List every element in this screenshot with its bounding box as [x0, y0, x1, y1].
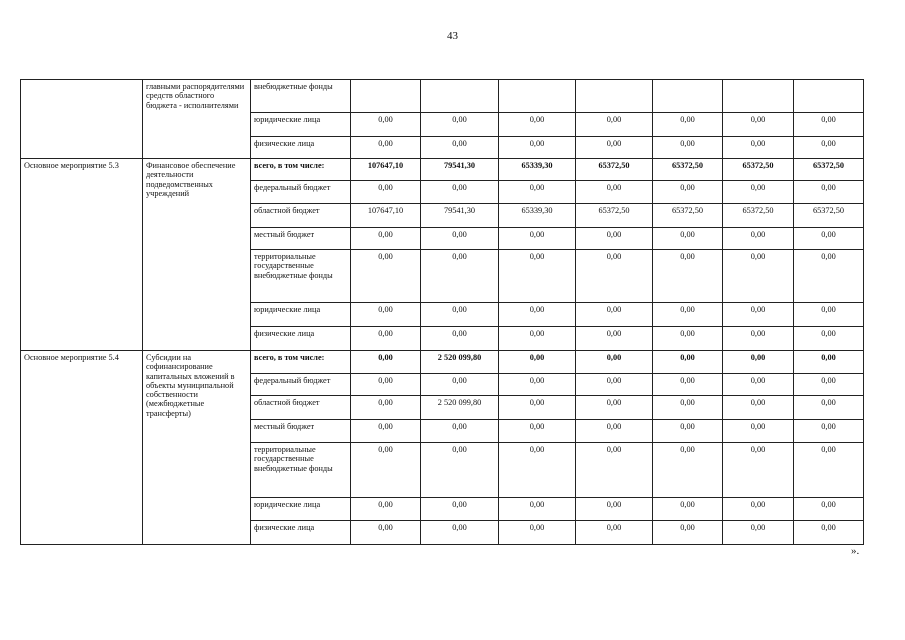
value-cell: 0,00 — [653, 521, 723, 545]
value-cell: 0,00 — [421, 303, 499, 327]
source-cell: областной бюджет — [251, 396, 351, 420]
value-cell: 0,00 — [499, 181, 576, 204]
value-cell: 0,00 — [351, 396, 421, 420]
value-cell: 65372,50 — [653, 159, 723, 181]
value-cell: 0,00 — [723, 420, 794, 443]
source-cell: местный бюджет — [251, 228, 351, 250]
measure-title-cell: Субсидии на софинансирование капитальных вложений в объекты муниципальной собственности (межбюджетные трансферты) — [143, 351, 251, 545]
value-cell: 0,00 — [576, 443, 653, 498]
value-cell: 0,00 — [794, 303, 864, 327]
value-cell: 0,00 — [421, 521, 499, 545]
table-row — [21, 80, 864, 113]
value-cell: 0,00 — [653, 351, 723, 374]
value-cell: 0,00 — [421, 374, 499, 396]
value-cell: 79541,30 — [421, 204, 499, 228]
value-cell: 0,00 — [421, 498, 499, 521]
value-cell: 0,00 — [794, 374, 864, 396]
value-cell: 107647,10 — [351, 204, 421, 228]
value-cell: 0,00 — [421, 443, 499, 498]
measure-title-cell: Финансовое обеспечение деятельности подведомственных учреждений — [143, 159, 251, 351]
value-cell: 0,00 — [576, 498, 653, 521]
value-cell: 0,00 — [794, 396, 864, 420]
value-cell: 0,00 — [499, 498, 576, 521]
source-cell: территориальные государственные внебюджетные фонды — [251, 250, 351, 303]
value-cell: 0,00 — [653, 181, 723, 204]
value-cell — [653, 80, 723, 113]
value-cell: 0,00 — [794, 181, 864, 204]
value-cell — [576, 80, 653, 113]
source-cell: юридические лица — [251, 303, 351, 327]
value-cell: 0,00 — [576, 303, 653, 327]
value-cell: 0,00 — [723, 374, 794, 396]
source-cell: местный бюджет — [251, 420, 351, 443]
value-cell: 0,00 — [351, 228, 421, 250]
table-row — [21, 159, 864, 181]
value-cell: 0,00 — [576, 113, 653, 137]
value-cell: 65372,50 — [723, 204, 794, 228]
value-cell: 0,00 — [576, 137, 653, 159]
value-cell: 0,00 — [653, 396, 723, 420]
source-cell: федеральный бюджет — [251, 181, 351, 204]
value-cell: 0,00 — [723, 137, 794, 159]
value-cell: 79541,30 — [421, 159, 499, 181]
value-cell: 65372,50 — [576, 159, 653, 181]
source-cell: внебюджетные фонды — [251, 80, 351, 113]
value-cell: 0,00 — [653, 137, 723, 159]
value-cell: 0,00 — [723, 443, 794, 498]
source-cell: физические лица — [251, 327, 351, 351]
value-cell: 0,00 — [351, 250, 421, 303]
value-cell: 0,00 — [723, 498, 794, 521]
value-cell: 0,00 — [723, 303, 794, 327]
page-number: 43 — [447, 30, 458, 42]
value-cell: 0,00 — [351, 374, 421, 396]
value-cell: 0,00 — [653, 327, 723, 351]
value-cell: 0,00 — [723, 351, 794, 374]
value-cell: 0,00 — [499, 137, 576, 159]
value-cell: 0,00 — [351, 521, 421, 545]
value-cell: 0,00 — [653, 498, 723, 521]
value-cell: 0,00 — [576, 181, 653, 204]
value-cell: 0,00 — [576, 250, 653, 303]
value-cell: 0,00 — [499, 374, 576, 396]
source-cell: федеральный бюджет — [251, 374, 351, 396]
closing-quote-mark: ». — [851, 545, 860, 557]
value-cell: 65372,50 — [576, 204, 653, 228]
value-cell: 0,00 — [499, 351, 576, 374]
value-cell: 0,00 — [794, 521, 864, 545]
value-cell: 0,00 — [421, 181, 499, 204]
value-cell: 0,00 — [794, 351, 864, 374]
source-cell: физические лица — [251, 521, 351, 545]
value-cell: 0,00 — [653, 420, 723, 443]
value-cell: 0,00 — [653, 113, 723, 137]
value-cell: 0,00 — [794, 327, 864, 351]
source-cell: всего, в том числе: — [251, 159, 351, 181]
value-cell: 0,00 — [499, 303, 576, 327]
value-cell — [723, 80, 794, 113]
source-cell: областной бюджет — [251, 204, 351, 228]
value-cell: 0,00 — [421, 228, 499, 250]
value-cell: 0,00 — [576, 420, 653, 443]
source-cell: юридические лица — [251, 113, 351, 137]
value-cell: 0,00 — [421, 327, 499, 351]
value-cell: 0,00 — [723, 113, 794, 137]
value-cell: 65339,30 — [499, 204, 576, 228]
value-cell: 0,00 — [499, 521, 576, 545]
value-cell: 0,00 — [351, 113, 421, 137]
value-cell: 0,00 — [499, 327, 576, 351]
source-cell: юридические лица — [251, 498, 351, 521]
value-cell: 0,00 — [351, 327, 421, 351]
value-cell — [351, 80, 421, 113]
value-cell: 0,00 — [723, 250, 794, 303]
value-cell: 0,00 — [653, 250, 723, 303]
value-cell — [421, 80, 499, 113]
value-cell: 2 520 099,80 — [421, 396, 499, 420]
value-cell: 0,00 — [351, 137, 421, 159]
value-cell: 0,00 — [499, 250, 576, 303]
value-cell: 0,00 — [421, 250, 499, 303]
measure-name-cell — [21, 80, 143, 159]
value-cell: 0,00 — [499, 420, 576, 443]
value-cell: 2 520 099,80 — [421, 351, 499, 374]
value-cell: 0,00 — [794, 420, 864, 443]
value-cell: 0,00 — [576, 374, 653, 396]
value-cell: 0,00 — [794, 113, 864, 137]
value-cell: 0,00 — [653, 443, 723, 498]
value-cell: 0,00 — [576, 351, 653, 374]
source-cell: территориальные государственные внебюджетные фонды — [251, 443, 351, 498]
value-cell: 65372,50 — [653, 204, 723, 228]
value-cell: 0,00 — [576, 521, 653, 545]
value-cell: 107647,10 — [351, 159, 421, 181]
measure-name-cell: Основное мероприятие 5.4 — [21, 351, 143, 545]
value-cell: 0,00 — [723, 181, 794, 204]
value-cell: 0,00 — [351, 181, 421, 204]
measure-name-cell: Основное мероприятие 5.3 — [21, 159, 143, 351]
source-cell: физические лица — [251, 137, 351, 159]
value-cell: 0,00 — [653, 228, 723, 250]
value-cell: 0,00 — [723, 228, 794, 250]
value-cell: 0,00 — [653, 303, 723, 327]
value-cell: 0,00 — [723, 521, 794, 545]
value-cell: 0,00 — [723, 396, 794, 420]
value-cell: 0,00 — [794, 498, 864, 521]
value-cell — [794, 80, 864, 113]
funding-table — [20, 79, 864, 545]
executor-cell: главными распорядителями средств областного бюджета - исполнителями — [143, 80, 251, 159]
value-cell: 0,00 — [421, 113, 499, 137]
value-cell: 0,00 — [351, 443, 421, 498]
value-cell: 65372,50 — [794, 204, 864, 228]
value-cell: 0,00 — [351, 351, 421, 374]
value-cell: 65372,50 — [723, 159, 794, 181]
value-cell: 0,00 — [794, 137, 864, 159]
value-cell: 0,00 — [351, 303, 421, 327]
source-cell: всего, в том числе: — [251, 351, 351, 374]
value-cell: 0,00 — [576, 327, 653, 351]
value-cell: 0,00 — [351, 498, 421, 521]
value-cell: 0,00 — [576, 228, 653, 250]
value-cell: 0,00 — [351, 420, 421, 443]
value-cell: 0,00 — [723, 327, 794, 351]
value-cell — [499, 80, 576, 113]
value-cell: 0,00 — [794, 443, 864, 498]
value-cell: 0,00 — [499, 396, 576, 420]
value-cell: 0,00 — [499, 228, 576, 250]
value-cell: 0,00 — [421, 137, 499, 159]
value-cell: 0,00 — [576, 396, 653, 420]
value-cell: 65372,50 — [794, 159, 864, 181]
value-cell: 0,00 — [794, 228, 864, 250]
value-cell: 0,00 — [421, 420, 499, 443]
value-cell: 0,00 — [653, 374, 723, 396]
value-cell: 0,00 — [794, 250, 864, 303]
value-cell: 0,00 — [499, 443, 576, 498]
table-row — [21, 351, 864, 374]
value-cell: 0,00 — [499, 113, 576, 137]
value-cell: 65339,30 — [499, 159, 576, 181]
